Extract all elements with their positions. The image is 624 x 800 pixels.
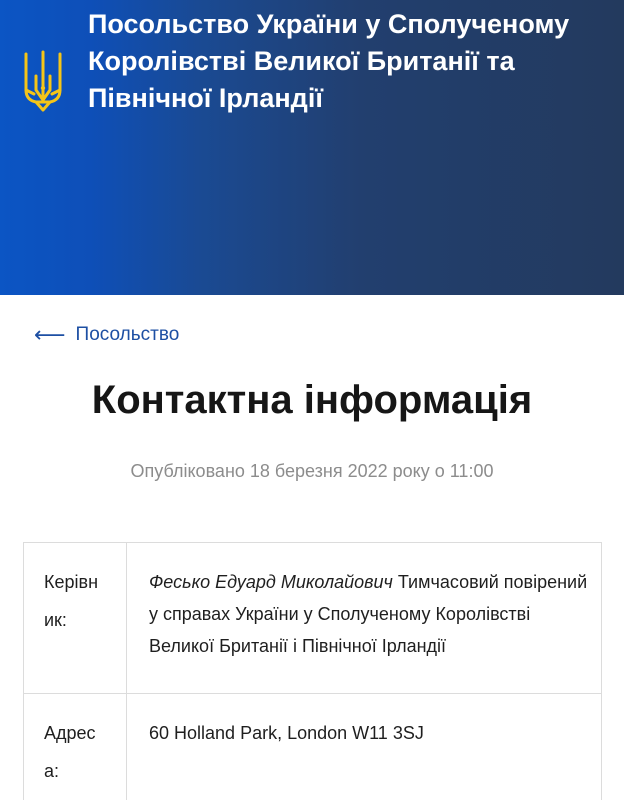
head-value xyxy=(149,566,589,662)
head-label: Керівник: xyxy=(44,572,99,630)
head-position: Тимчасовий повірений у справах України у Сполученому Королівстві Великої Британії і Північної Ірландії xyxy=(149,572,588,656)
site-header xyxy=(0,0,624,295)
address-value: 60 Holland Park, London W11 3SJ xyxy=(149,723,424,743)
page-title: Контактна інформація xyxy=(91,378,533,422)
trident-icon[interactable] xyxy=(22,50,64,114)
arrow-left-icon[interactable]: ⟵ xyxy=(34,322,66,347)
address-label: Адреса: xyxy=(44,723,96,781)
column-divider xyxy=(126,694,127,800)
contact-table xyxy=(23,542,602,800)
column-divider xyxy=(126,543,127,693)
back-link-label[interactable]: Посольство xyxy=(75,324,180,345)
head-name: Фесько Едуард Миколайович xyxy=(149,572,393,592)
embassy-name[interactable]: Посольство України у Сполученому Королівстві Великої Британії та Північної Ірландії xyxy=(88,9,570,113)
published-date: Опубліковано 18 березня 2022 року о 11:00 xyxy=(130,461,494,481)
table-row-head xyxy=(24,543,601,694)
back-link[interactable] xyxy=(34,322,179,348)
table-row-address xyxy=(24,694,601,800)
